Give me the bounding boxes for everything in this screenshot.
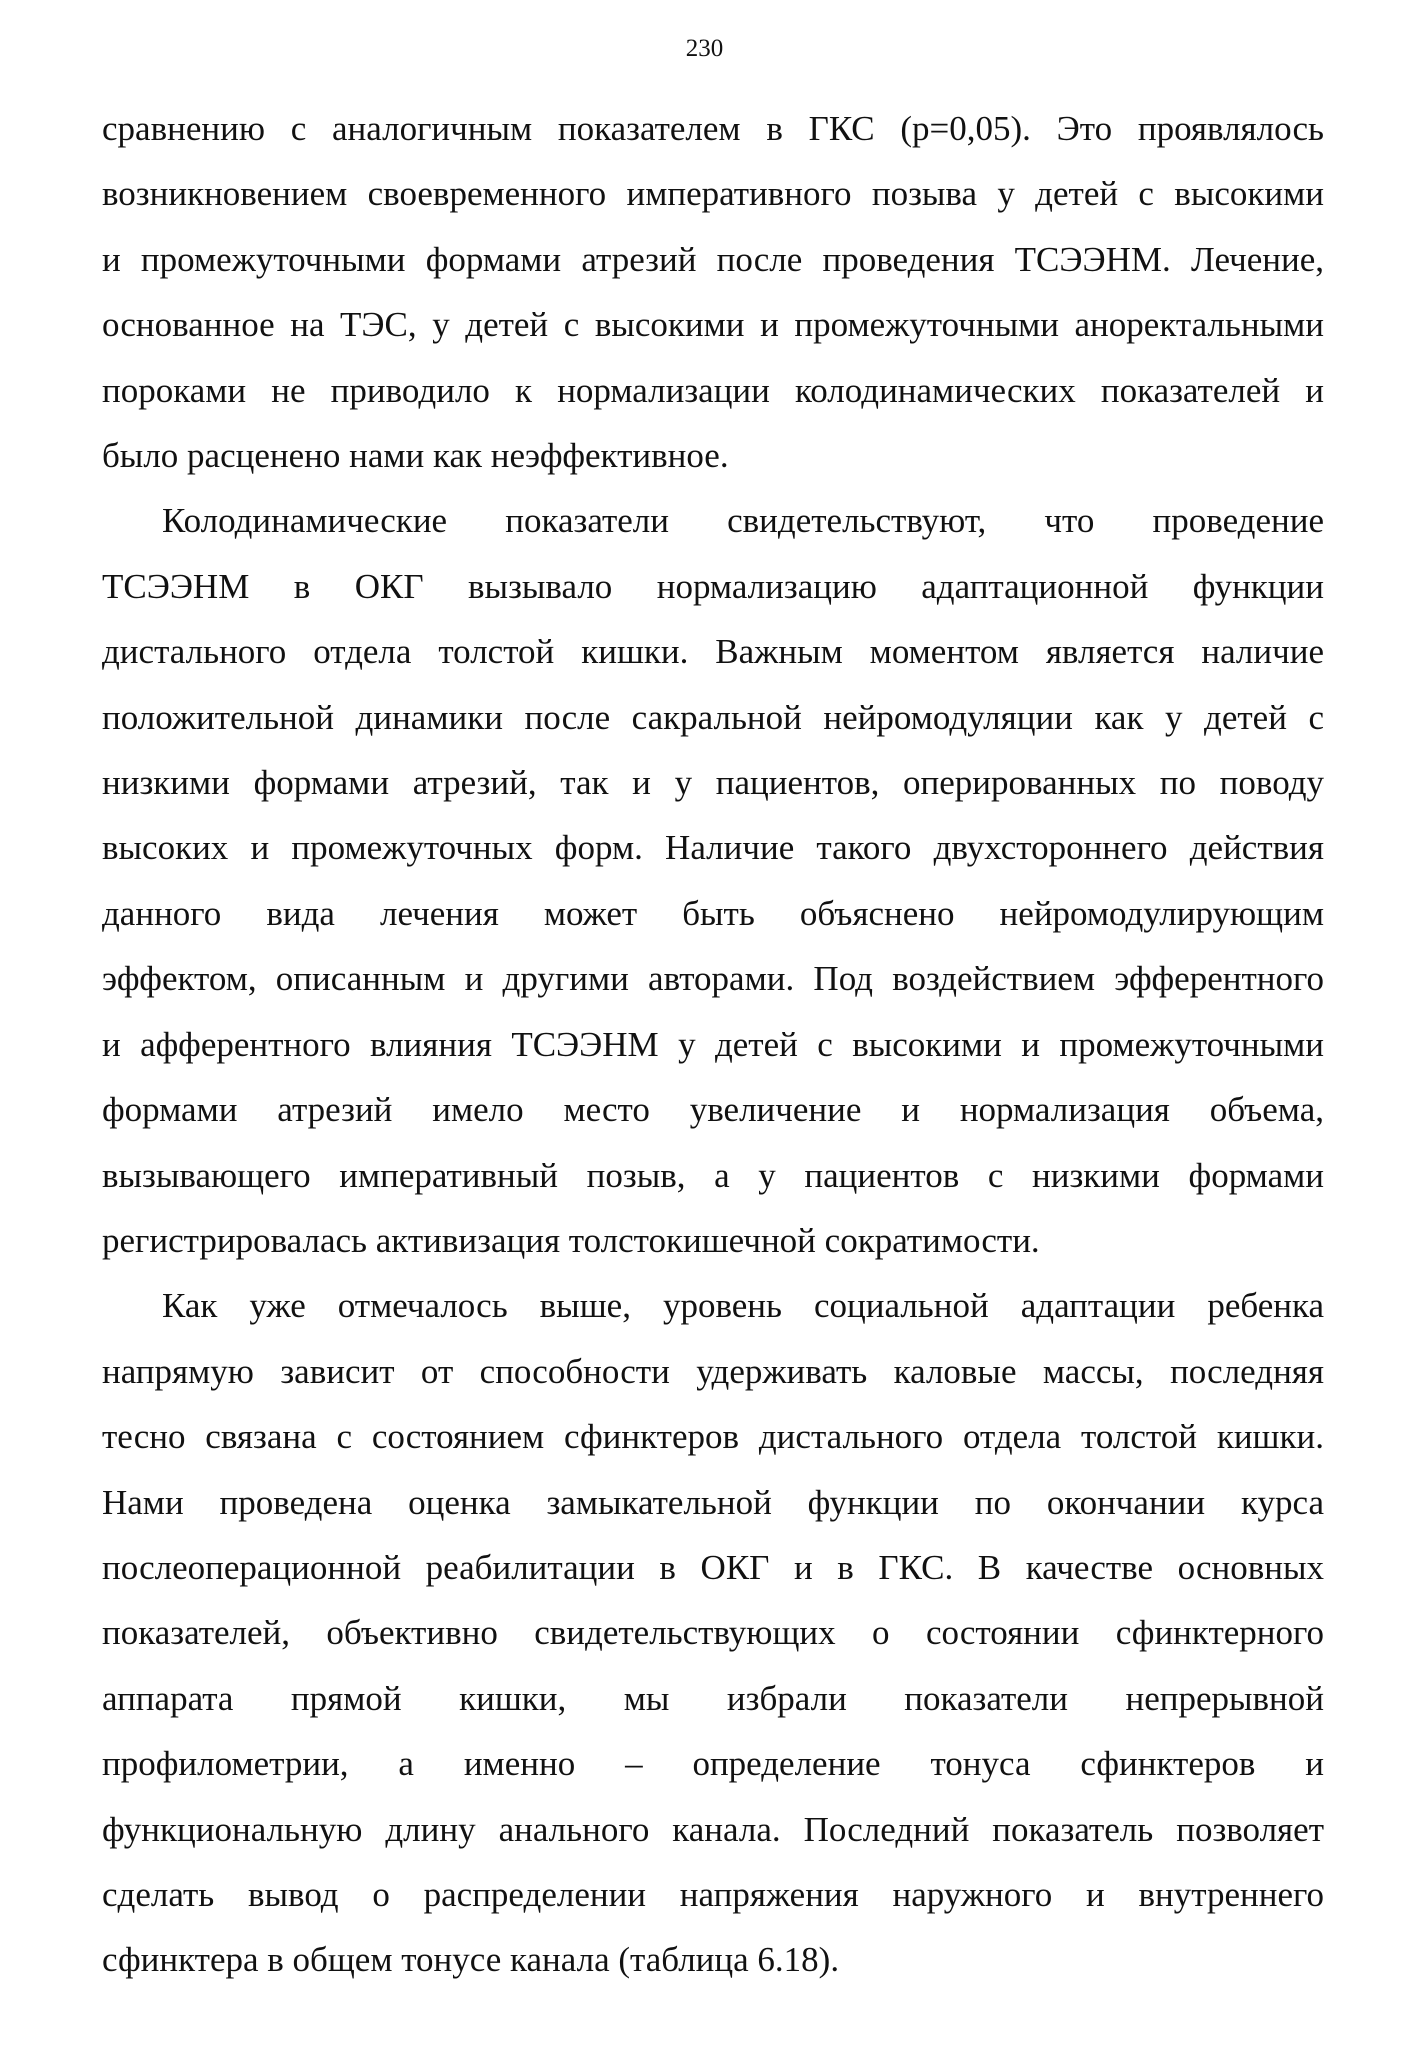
- paragraph: [102, 488, 1324, 1273]
- text-line: сделать вывод о распределении напряжения наружного и внутреннего: [102, 1874, 1324, 1914]
- page-number: 230: [685, 35, 724, 62]
- text-line: данного вида лечения может быть объяснено нейромодулирующим: [102, 893, 1324, 933]
- text-line: Колодинамические показатели свидетельствуют, что проведение: [162, 501, 1324, 541]
- text-line: сфинктера в общем тонусе канала (таблица 6.18).: [102, 1940, 840, 1980]
- text-line: профилометрии, а именно – определение тонуса сфинктеров и: [102, 1744, 1324, 1784]
- text-line: дистального отдела толстой кишки. Важным моментом является наличие: [102, 632, 1324, 672]
- text-line: возникновением своевременного императивного позыва у детей с высокими: [102, 174, 1324, 214]
- text-line: низкими формами атрезий, так и у пациентов, оперированных по поводу: [102, 763, 1324, 803]
- text-line: послеоперационной реабилитации в ОКГ и в ГКС. В качестве основных: [102, 1547, 1324, 1587]
- text-line: и афферентного влияния ТСЭЭНМ у детей с высокими и промежуточными: [102, 1024, 1324, 1064]
- paragraph: [102, 96, 1324, 488]
- text-line: показателей, объективно свидетельствующих о состоянии сфинктерного: [102, 1613, 1324, 1653]
- text-line: Нами проведена оценка замыкательной функции по окончании курса: [102, 1482, 1324, 1522]
- text-line: положительной динамики после сакральной нейромодуляции как у детей с: [102, 697, 1324, 737]
- text-line: вызывающего императивный позыв, а у пациентов с низкими формами: [102, 1155, 1324, 1195]
- text-line: основанное на ТЭС, у детей с высокими и промежуточными аноректальными: [102, 305, 1324, 345]
- text-line: напрямую зависит от способности удерживать каловые массы, последняя: [102, 1351, 1324, 1391]
- text-line: тесно связана с состоянием сфинктеров дистального отдела толстой кишки.: [102, 1417, 1324, 1457]
- body-text: [102, 96, 1324, 1993]
- text-line: функциональную длину анального канала. Последний показатель позволяет: [102, 1809, 1324, 1849]
- paragraph: [102, 1273, 1324, 1992]
- text-line: эффектом, описанным и другими авторами. Под воздействием эфферентного: [102, 959, 1324, 999]
- text-line: аппарата прямой кишки, мы избрали показатели непрерывной: [102, 1678, 1324, 1718]
- text-line: и промежуточными формами атрезий после проведения ТСЭЭНМ. Лечение,: [102, 239, 1324, 279]
- text-line: Как уже отмечалось выше, уровень социальной адаптации ребенка: [162, 1286, 1324, 1326]
- text-line: сравнению с аналогичным показателем в ГКС (р=0,05). Это проявлялось: [102, 109, 1324, 148]
- text-line: высоких и промежуточных форм. Наличие такого двухстороннего действия: [102, 828, 1324, 868]
- text-line: формами атрезий имело место увеличение и нормализация объема,: [102, 1090, 1324, 1130]
- text-line: пороками не приводило к нормализации колодинамических показателей и: [102, 370, 1324, 410]
- text-line: ТСЭЭНМ в ОКГ вызывало нормализацию адаптационной функции: [102, 566, 1324, 606]
- text-line: было расценено нами как неэффективное.: [102, 436, 729, 476]
- text-line: регистрировалась активизация толстокишечной сократимости.: [102, 1220, 1040, 1260]
